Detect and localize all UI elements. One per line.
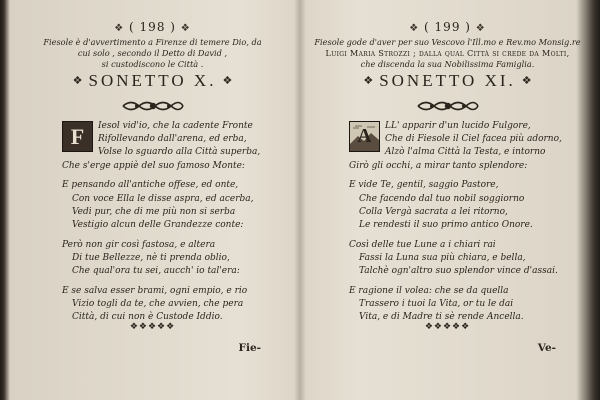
header-line — [305, 48, 590, 59]
stanza — [62, 285, 282, 325]
verse-line: Che s'erge appiè del suo famoso Monte: — [62, 160, 245, 171]
verse-line: Vita, e di Madre ti sè rende Ancella. — [359, 312, 524, 323]
verse-line: E ragione il volea: che se da quella — [349, 285, 509, 296]
verse-line: Vedi pur, che di me più non si serba — [72, 206, 236, 217]
title-ornament-icon: ❖ — [222, 75, 233, 87]
sonnet-body — [62, 120, 282, 331]
drop-cap-letter: A — [357, 125, 372, 147]
verse-line: E se salva esser brami, ogni empio, e rio — [62, 285, 248, 296]
left-page — [10, 0, 295, 400]
verse-line: Fassi la Luna sua più chiara, e bella, — [359, 252, 526, 263]
stanza — [349, 120, 569, 173]
sonnet-title — [305, 71, 590, 91]
stanza — [349, 239, 569, 279]
stanza — [62, 239, 282, 279]
header-line-text: Luigi Maria Strozzi ; dalla qual Città si crede da Molti, — [325, 48, 570, 58]
drop-cap — [62, 121, 93, 152]
verse-line: Che qual'ora tu sei, aucch' io tal'era: — [72, 266, 240, 277]
sonnet-title-text: SONETTO XI. — [379, 71, 516, 90]
decorative-vignette-icon — [10, 98, 295, 117]
header-line: si custodiscono le Città . — [101, 59, 204, 69]
verse-line: Con voce Ella le disse aspra, ed acerba, — [72, 193, 254, 204]
verse-line: Alzò l'alma Città la Testa, e intorno — [385, 147, 546, 158]
verse-line: Iesol vid'io, che la cadente Fronte — [98, 121, 253, 131]
verse-line: Città, di cui non è Custode Iddio. — [72, 312, 223, 323]
page-number-right: ❖ ( 199 ) ❖ — [409, 20, 486, 34]
drop-cap — [349, 121, 380, 152]
verse-line: E pensando all'antiche offese, ed onte, — [62, 180, 239, 191]
verse-line: Vizio togli da te, che avvien, che pera — [72, 298, 244, 309]
verse-line: Che facendo dal tuo nobil soggiorno — [359, 193, 525, 204]
sonnet-title-text: SONETTO X. — [88, 71, 217, 90]
end-ornament-icon: ❖❖❖❖❖ — [129, 322, 176, 332]
verse-line: Colla Vergà sacrata a lei ritorno, — [359, 206, 508, 217]
end-ornament-icon: ❖❖❖❖❖ — [424, 322, 471, 332]
ornament-fleuron-icon: ❖ — [180, 23, 191, 34]
verse-line: Girò gli occhi, a mirar tanto splendore: — [349, 160, 528, 171]
stanza — [349, 285, 569, 325]
ornament-fleuron-icon: ❖ — [475, 23, 486, 34]
verse-line: Volse lo sguardo alla Città superba, — [98, 147, 261, 158]
right-page — [305, 0, 590, 400]
title-ornament-icon: ❖ — [363, 75, 374, 87]
header-line: Fiesole gode d'aver per suo Vescovo l'Ill.mo e Rev.mo Monsig.re — [314, 37, 581, 47]
stanza — [62, 179, 282, 232]
title-ornament-icon: ❖ — [521, 75, 532, 87]
sonnet-body — [349, 120, 569, 331]
ornament-fleuron-icon: ❖ — [114, 23, 125, 34]
decorative-vignette-icon — [305, 98, 590, 117]
header-line: cui solo , secondo il Detto di David , — [77, 48, 228, 58]
stanza — [349, 179, 569, 232]
sonnet-dedication — [305, 37, 590, 70]
stanza — [62, 120, 282, 173]
sonnet-dedication — [10, 37, 295, 70]
verse-line: Che di Fiesole il Ciel facea più adorno, — [385, 134, 562, 145]
verse-line: Di tue Bellezze, nè ti prenda oblio, — [72, 252, 230, 263]
header-line: Fiesole è d'avvertimento a Firenze di temere Dio, da — [43, 37, 262, 47]
verse-line: Vestigio alcun delle Grandezze conte: — [72, 219, 244, 230]
ornament-fleuron-icon: ❖ — [409, 23, 420, 34]
page-number-left: ❖ ( 198 ) ❖ — [114, 20, 191, 34]
sonnet-title — [10, 71, 295, 91]
catchword: Fie- — [238, 342, 261, 354]
header-line: che discenda la sua Nobilissima Famiglia. — [360, 59, 535, 69]
verse-line: LL' apparir d'un lucido Fulgore, — [385, 121, 531, 131]
drop-cap-letter: F — [70, 124, 85, 149]
verse-line: Però non gir così fastosa, e altera — [62, 239, 216, 250]
verse-line: Talchè ogn'altro suo splendor vince d'assai. — [359, 266, 558, 277]
catchword: Ve- — [537, 342, 556, 354]
title-ornament-icon: ❖ — [72, 75, 83, 87]
verse-line: Le rendesti il suo primo antico Onore. — [359, 219, 533, 230]
page-number-value: 198 — [139, 20, 166, 34]
verse-line: E vide Te, gentil, saggio Pastore, — [349, 180, 499, 191]
page-number-value: 199 — [434, 20, 461, 34]
verse-line: Così delle tue Lune a i chiari rai — [349, 239, 496, 250]
verse-line: Trassero i tuoi la Vita, or tu le dai — [359, 298, 514, 309]
verse-line: Rifollevando dall'arena, ed erba, — [98, 134, 247, 145]
